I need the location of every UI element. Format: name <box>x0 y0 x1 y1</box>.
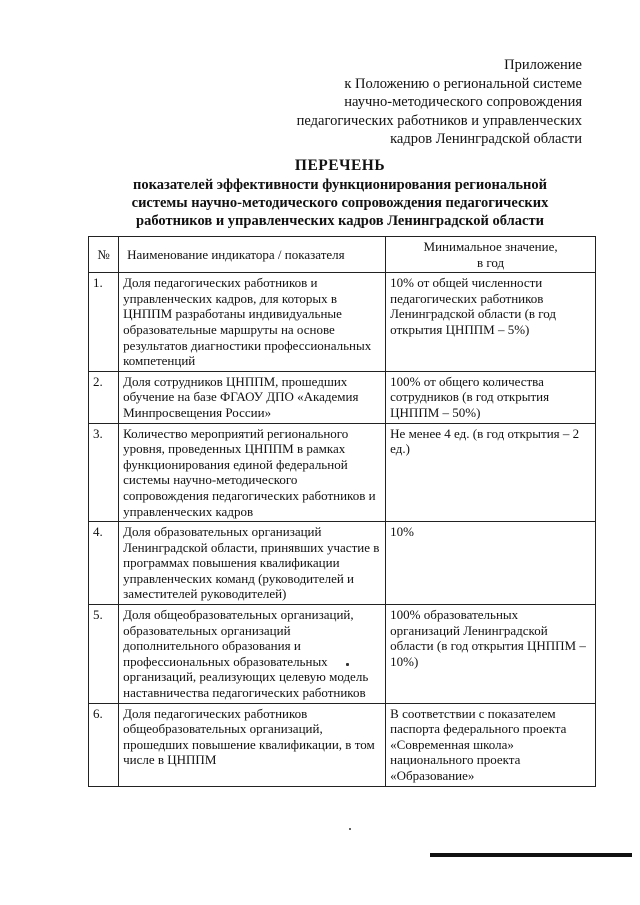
table-row <box>89 273 596 372</box>
bottom-rule <box>430 853 632 857</box>
row-min: 100% от общего количества сотрудников (в год открытия ЦНППМ – 50%) <box>386 371 596 423</box>
appendix-line: Приложение <box>504 57 582 73</box>
document-title <box>70 156 610 230</box>
header-num: № <box>89 237 119 273</box>
row-num: 5. <box>89 605 119 704</box>
appendix-line: педагогических работников и управленческих <box>296 112 582 129</box>
title-sub-line: показателей эффективности функционирования региональной <box>133 177 547 193</box>
appendix-header <box>252 56 582 149</box>
row-min: 10% <box>386 522 596 605</box>
header-min-line1: Минимальное значение, <box>423 239 558 254</box>
row-num: 4. <box>89 522 119 605</box>
row-num: 1. <box>89 273 119 372</box>
appendix-line: кадров Ленинградской области <box>390 131 582 147</box>
row-min: В соответствии с показателем паспорта федерального проекта «Современная школа» национального проекта «Образование» <box>386 703 596 786</box>
table-header-row <box>89 237 596 273</box>
header-min-line2: в год <box>477 254 505 270</box>
row-min: 100% образовательных организаций Ленинградской области (в год открытия ЦНППМ – 10%) <box>386 605 596 704</box>
table-row <box>89 703 596 786</box>
table-row <box>89 522 596 605</box>
title-sub-line: работников и управленческих кадров Ленинградской области <box>136 213 544 229</box>
header-min <box>386 237 596 273</box>
scan-speck <box>349 828 351 830</box>
row-min: 10% от общей численности педагогических работников Ленинградской области (в год открытия ЦНППМ – 5%) <box>386 273 596 372</box>
appendix-line: научно-методического сопровождения <box>344 94 582 110</box>
table-row <box>89 371 596 423</box>
row-name: Доля образовательных организаций Ленинградской области, принявших участие в программах повышения квалификации управленческих команд (руководителей и заместителей руководителей) <box>119 522 386 605</box>
row-num: 6. <box>89 703 119 786</box>
scan-speck <box>346 663 349 666</box>
indicators-table <box>88 236 596 787</box>
title-sub-line: системы научно-методического сопровождения педагогических <box>131 195 549 211</box>
header-name: Наименование индикатора / показателя <box>119 237 386 273</box>
row-name: Доля педагогических работников общеобразовательных организаций, прошедших повышение квалификации, в том числе в ЦНППМ <box>119 703 386 786</box>
table-row <box>89 423 596 522</box>
row-num: 2. <box>89 371 119 423</box>
row-name: Доля педагогических работников и управленческих кадров, для которых в ЦНППМ разработаны индивидуальные образовательные маршруты на основе результатов диагностики профессиональных компетенций <box>119 273 386 372</box>
row-name: Количество мероприятий регионального уровня, проведенных ЦНППМ в рамках функционирования единой федеральной системы научно-методического сопровождения педагогических работников и управленческих кадров <box>119 423 386 522</box>
row-name: Доля сотрудников ЦНППМ, прошедших обучение на базе ФГАОУ ДПО «Академия Минпросвещения России» <box>119 371 386 423</box>
table-row <box>89 605 596 704</box>
row-name: Доля общеобразовательных организаций, образовательных организаций дополнительного образования и профессиональных образовательных организаций, реализующих целевую модель наставничества педагогических работников <box>119 605 386 704</box>
row-num: 3. <box>89 423 119 522</box>
row-min: Не менее 4 ед. (в год открытия – 2 ед.) <box>386 423 596 522</box>
appendix-line: к Положению о региональной системе <box>344 75 582 92</box>
title-main: ПЕРЕЧЕНЬ <box>294 157 386 174</box>
